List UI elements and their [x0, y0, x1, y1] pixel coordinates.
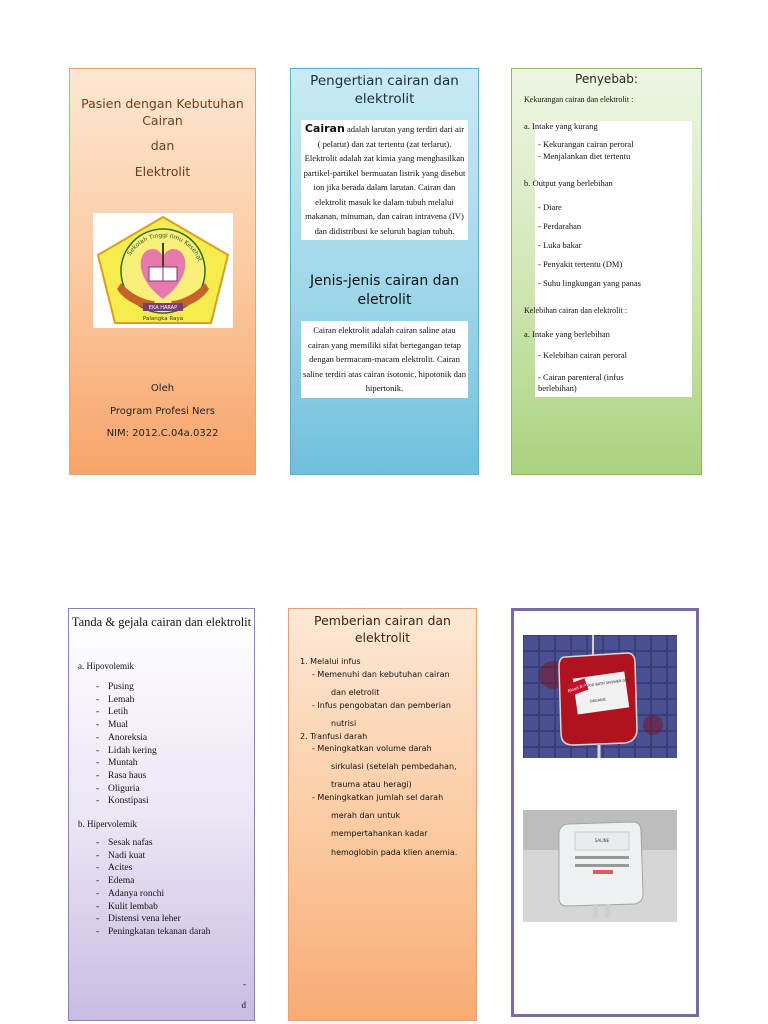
list-item: - Peningkatan tekanan darah	[96, 926, 210, 939]
list-item: - Mual	[96, 719, 157, 732]
administration-panel	[288, 608, 477, 1021]
hypervolemic-list	[96, 837, 210, 939]
symptoms-panel	[68, 608, 255, 1021]
list-item: - Lidah kering	[96, 745, 157, 758]
cause-item: - Perdarahan	[538, 221, 582, 231]
blood-bag-product: BLOOD BATH SHOWER GEL	[581, 677, 630, 689]
cause-item: - Penyakit tertentu (DM)	[538, 259, 623, 269]
symptoms-heading: Tanda & gejala cairan dan elektrolit	[71, 615, 252, 629]
cause-item: - Suhu lingkungan yang panas	[538, 278, 641, 288]
hypovolemic-list	[96, 681, 157, 808]
list-item: - Pusing	[96, 681, 157, 694]
cover-elektrolit: Elektrolit	[134, 164, 191, 179]
list-item: - Muntah	[96, 757, 157, 770]
blood-bag-label: Blood Bath	[567, 681, 590, 694]
saline-bag-photo	[523, 810, 677, 922]
list-item: - Edema	[96, 875, 210, 888]
list-item: - Anoreksia	[96, 732, 157, 745]
cause-item: - Diare	[538, 202, 562, 212]
blood-bag-brand: ORGANIC	[589, 697, 607, 704]
list-item: - Lemah	[96, 694, 157, 707]
list-item: sirkulasi (setelah pembedahan,	[331, 762, 457, 771]
list-item: - Infus pengobatan dan pemberian	[312, 701, 452, 710]
cover-dan: dan	[150, 138, 175, 153]
list-item: - Konstipasi	[96, 795, 157, 808]
cover-panel	[69, 68, 256, 475]
trailing-dash: -	[243, 979, 246, 989]
cover-title: Pasien dengan Kebutuhan Cairan	[81, 96, 244, 128]
cause-a-label: a. Intake yang kurang	[524, 121, 598, 131]
types-heading: Jenis-jenis cairan dan eletrolit	[309, 273, 460, 308]
causes-list	[524, 121, 692, 397]
cause-item: - Kekurangan cairan peroral	[538, 139, 634, 149]
list-item: nutrisi	[331, 719, 357, 728]
definition-panel	[290, 68, 479, 475]
list-item: - Kulit lembab	[96, 901, 210, 914]
list-item: hemoglobin pada klien anemia.	[331, 848, 458, 857]
list-item: merah dan untuk	[331, 811, 401, 820]
cause-item: - Luka bakar	[538, 240, 582, 250]
logo-band-text: EKA HARAP	[148, 305, 178, 311]
list-item: - Meningkatkan jumlah sel darah	[312, 793, 444, 802]
list-item: dan eletrolit	[331, 688, 380, 697]
student-id: NIM: 2012.C.04a.0322	[106, 428, 219, 439]
blood-bag-photo	[523, 635, 677, 758]
logo-arc-text: Sekolah Tinggi Ilmu Kesehat	[126, 232, 204, 263]
trailing-letter: d	[241, 1000, 246, 1010]
list-item: trauma atau heragi)	[331, 780, 412, 789]
deficit-title: Kekurangan cairan dan elektrolit :	[524, 95, 634, 104]
program-name: Program Profesi Ners	[109, 406, 216, 417]
definition-bold: Cairan	[304, 122, 345, 135]
logo-city-text: Palangka Raya	[142, 316, 184, 322]
list-item: - Meningkatkan volume darah	[312, 744, 432, 753]
cause-item: berlebihan)	[538, 383, 577, 393]
cause-item: - Cairan parenteral (infus	[538, 372, 624, 382]
saline-label: SALINE	[594, 838, 610, 843]
cause-item: - Menjalankan diet tertentu	[538, 151, 631, 161]
causes-panel	[511, 68, 702, 475]
definition-text: Cairan adalah larutan yang terdiri dari air ( pelarut) dan zat tertentu (zat terlarut). Elektrolit adalah zat kimia yang menghasilkan partikel-partikel bermuatan listrik yang disebut ion jika berada dalam larutan. Cairan dan elektrolit masuk ke dalam tubuh melalui makanan, minuman, dan cairan intravena (IV) dan didistribusi ke seluruh bagian tubuh.	[301, 120, 468, 240]
list-item: mempertahankan kadar	[331, 829, 428, 838]
list-item: - Adanya ronchi	[96, 888, 210, 901]
list-item: - Nadi kuat	[96, 850, 210, 863]
administration-heading: Pemberian cairan dan elektrolit	[314, 613, 451, 645]
author-label: Oleh	[150, 383, 175, 394]
list-item: - Rasa haus	[96, 770, 157, 783]
list-item: - Oliguria	[96, 783, 157, 796]
causes-heading: Penyebab:	[575, 72, 638, 86]
excess-title: Kelebihan cairan dan elektrolit :	[524, 306, 628, 315]
images-panel	[511, 608, 699, 1017]
transfusion-label: 2. Tranfusi darah	[300, 732, 368, 741]
infus-label: 1. Melalui infus	[300, 657, 361, 666]
hypervolemic-label: b. Hipervolemik	[78, 819, 137, 829]
hypovolemic-label: a. Hipovolemik	[78, 661, 134, 671]
types-text: Cairan elektrolit adalah cairan saline atau cairan yang memiliki sifat bertegangan tetap dengan bermacam-macam elektrolit. Cairan saline terdiri atas cairan isotonic, hipotonik dan hipertonik.	[301, 321, 468, 398]
list-item: - Distensi vena leher	[96, 913, 210, 926]
list-item: - Sesak nafas	[96, 837, 210, 850]
definition-heading: Pengertian cairan dan elektrolit	[310, 73, 459, 107]
cause-c-label: a. Intake yang berlebihan	[524, 329, 610, 339]
school-logo	[93, 213, 233, 328]
list-item: - Acites	[96, 862, 210, 875]
cause-b-label: b. Output yang berlebihan	[524, 178, 613, 188]
list-item: - Letih	[96, 706, 157, 719]
cause-item: - Kelebihan cairan peroral	[538, 350, 627, 360]
list-item: - Memenuhi dan kebutuhan cairan	[312, 670, 450, 679]
